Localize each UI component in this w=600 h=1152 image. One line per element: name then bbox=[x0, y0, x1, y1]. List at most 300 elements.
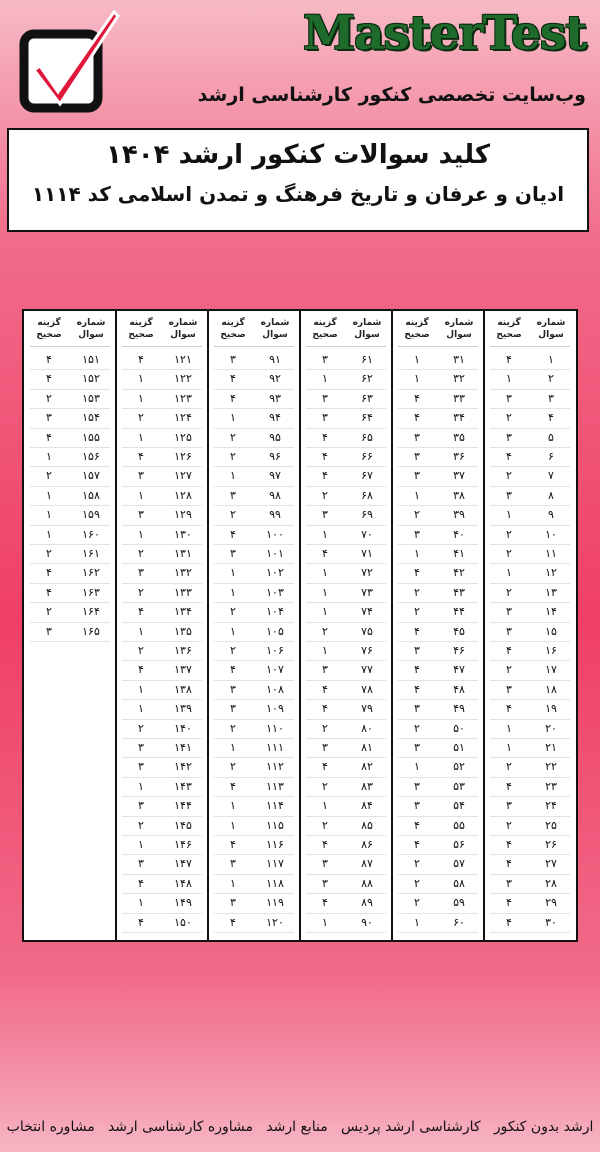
question-number: ۵۰ bbox=[453, 721, 465, 735]
correct-option: ۱ bbox=[506, 741, 512, 754]
correct-option: ۳ bbox=[230, 896, 236, 910]
header-question-number: شماره سوال bbox=[444, 318, 474, 340]
checkbox-check-icon bbox=[14, 4, 126, 116]
correct-option: ۳ bbox=[322, 411, 328, 425]
correct-option: ۳ bbox=[138, 799, 144, 813]
header-divider bbox=[30, 346, 110, 347]
question-number: ۴۹ bbox=[453, 702, 465, 716]
question-number: ۱۵ bbox=[545, 624, 557, 638]
question-number: ۱۳ bbox=[545, 585, 557, 599]
question-number: ۱۶۳ bbox=[82, 585, 100, 599]
question-number: ۸۸ bbox=[361, 876, 373, 890]
question-number: ۱۰۳ bbox=[266, 585, 284, 599]
correct-option: ۲ bbox=[506, 585, 512, 599]
footer-link[interactable]: مشاوره کارشناسی ارشد bbox=[107, 1119, 254, 1135]
row-divider bbox=[398, 932, 478, 933]
question-number: ۱۰۷ bbox=[266, 663, 284, 677]
correct-option: ۲ bbox=[46, 391, 52, 405]
question-number: ۱۱۸ bbox=[266, 876, 284, 890]
question-number: ۸۰ bbox=[361, 721, 373, 735]
correct-option: ۱ bbox=[506, 566, 512, 580]
correct-option: ۴ bbox=[322, 682, 328, 696]
correct-option: ۱ bbox=[322, 605, 328, 619]
question-number: ۱۲۰ bbox=[266, 915, 284, 929]
correct-option: ۱ bbox=[230, 585, 236, 599]
header-correct-option: گزینه صحیح bbox=[36, 318, 62, 340]
question-number: ۱۴۰ bbox=[174, 721, 192, 735]
footer-links bbox=[0, 1105, 600, 1149]
question-number: ۵۷ bbox=[453, 857, 465, 871]
question-number: ۸۴ bbox=[361, 799, 373, 813]
question-number: ۷ bbox=[548, 469, 554, 483]
question-number: ۱۳۹ bbox=[174, 702, 192, 716]
correct-option: ۴ bbox=[506, 450, 512, 463]
question-number: ۹۰ bbox=[361, 915, 373, 929]
question-number: ۱۷ bbox=[545, 663, 557, 677]
correct-option: ۳ bbox=[506, 391, 512, 405]
question-number: ۲۸ bbox=[545, 876, 557, 890]
correct-option: ۳ bbox=[230, 702, 236, 716]
question-number: ۶ bbox=[548, 450, 554, 463]
correct-option: ۳ bbox=[230, 682, 236, 696]
correct-option: ۲ bbox=[230, 430, 236, 444]
question-number: ۱۳۷ bbox=[174, 663, 192, 677]
correct-option: ۲ bbox=[230, 760, 236, 774]
correct-option: ۴ bbox=[414, 391, 420, 405]
question-number: ۶۹ bbox=[361, 508, 373, 522]
question-number: ۶۵ bbox=[361, 430, 373, 444]
question-number: ۱۲۳ bbox=[174, 391, 192, 405]
correct-option: ۱ bbox=[138, 624, 144, 638]
question-number: ۲۹ bbox=[545, 896, 557, 910]
header-question-number: شماره سوال bbox=[536, 318, 566, 340]
correct-option: ۱ bbox=[322, 644, 328, 657]
header-question-number: شماره سوال bbox=[352, 318, 382, 340]
correct-option: ۲ bbox=[46, 469, 52, 483]
correct-option: ۱ bbox=[230, 799, 236, 813]
header-divider bbox=[490, 346, 570, 347]
correct-option: ۳ bbox=[506, 876, 512, 890]
question-number: ۹۹ bbox=[269, 508, 281, 522]
question-number: ۷۸ bbox=[361, 682, 373, 696]
correct-option: ۲ bbox=[506, 663, 512, 677]
correct-option: ۳ bbox=[138, 508, 144, 522]
question-number: ۳۳ bbox=[453, 391, 465, 405]
question-number: ۱۸ bbox=[545, 682, 557, 696]
question-number: ۱۴۳ bbox=[174, 779, 192, 793]
question-number: ۳۸ bbox=[453, 488, 465, 502]
correct-option: ۳ bbox=[322, 876, 328, 890]
correct-option: ۳ bbox=[230, 547, 236, 560]
question-number: ۱۵۷ bbox=[82, 469, 100, 483]
answer-column bbox=[208, 311, 300, 940]
correct-option: ۱ bbox=[138, 430, 144, 444]
question-number: ۱۳۶ bbox=[174, 644, 192, 657]
correct-option: ۴ bbox=[230, 663, 236, 677]
question-number: ۹۸ bbox=[269, 488, 281, 502]
row-divider bbox=[490, 932, 570, 933]
correct-option: ۲ bbox=[322, 779, 328, 793]
answer-column bbox=[392, 311, 484, 940]
question-number: ۱۳۵ bbox=[174, 624, 192, 638]
question-number: ۱۳۳ bbox=[174, 585, 192, 599]
footer-link[interactable]: ارشد بدون کنکور bbox=[493, 1119, 594, 1135]
correct-option: ۲ bbox=[230, 605, 236, 619]
correct-option: ۴ bbox=[230, 915, 236, 929]
correct-option: ۳ bbox=[322, 391, 328, 405]
correct-option: ۳ bbox=[230, 857, 236, 871]
question-number: ۸۱ bbox=[361, 741, 373, 754]
question-number: ۸۷ bbox=[361, 857, 373, 871]
correct-option: ۲ bbox=[506, 818, 512, 832]
correct-option: ۳ bbox=[230, 488, 236, 502]
correct-option: ۱ bbox=[138, 372, 144, 386]
question-number: ۹۵ bbox=[269, 430, 281, 444]
question-number: ۱۱۲ bbox=[266, 760, 284, 774]
question-number: ۴۰ bbox=[453, 527, 465, 541]
correct-option: ۴ bbox=[414, 663, 420, 677]
question-number: ۴۱ bbox=[453, 547, 465, 560]
correct-option: ۱ bbox=[322, 566, 328, 580]
correct-option: ۳ bbox=[322, 663, 328, 677]
answer-column bbox=[484, 311, 576, 940]
correct-option: ۴ bbox=[230, 391, 236, 405]
footer-link[interactable]: کارشناسی ارشد پردیس bbox=[341, 1119, 481, 1135]
correct-option: ۲ bbox=[46, 547, 52, 560]
question-number: ۱۶۱ bbox=[82, 547, 100, 560]
row-divider bbox=[122, 932, 202, 933]
header-correct-option: گزینه صحیح bbox=[312, 318, 338, 340]
correct-option: ۲ bbox=[506, 411, 512, 425]
question-number: ۱۲۱ bbox=[174, 353, 192, 366]
question-number: ۲۰ bbox=[545, 721, 557, 735]
question-number: ۷۷ bbox=[361, 663, 373, 677]
header-correct-option: گزینه صحیح bbox=[128, 318, 154, 340]
correct-option: ۱ bbox=[230, 624, 236, 638]
question-number: ۱۵۰ bbox=[174, 915, 192, 929]
question-number: ۱۶۵ bbox=[82, 624, 100, 638]
correct-option: ۴ bbox=[322, 547, 328, 560]
question-number: ۷۰ bbox=[361, 527, 373, 541]
correct-option: ۲ bbox=[138, 585, 144, 599]
question-number: ۱۹ bbox=[545, 702, 557, 716]
correct-option: ۱ bbox=[138, 838, 144, 851]
question-number: ۷۵ bbox=[361, 624, 373, 638]
correct-option: ۴ bbox=[506, 353, 512, 366]
correct-option: ۱ bbox=[46, 527, 52, 541]
correct-option: ۲ bbox=[322, 721, 328, 735]
question-number: ۲۳ bbox=[545, 779, 557, 793]
question-number: ۱۰۵ bbox=[266, 624, 284, 638]
question-number: ۱۴۷ bbox=[174, 857, 192, 871]
correct-option: ۴ bbox=[230, 779, 236, 793]
correct-option: ۳ bbox=[414, 779, 420, 793]
correct-option: ۱ bbox=[46, 488, 52, 502]
correct-option: ۲ bbox=[506, 527, 512, 541]
question-number: ۶۲ bbox=[361, 372, 373, 386]
question-number: ۳۹ bbox=[453, 508, 465, 522]
question-number: ۷۲ bbox=[361, 566, 373, 580]
correct-option: ۴ bbox=[138, 915, 144, 929]
question-number: ۴۴ bbox=[453, 605, 465, 619]
correct-option: ۴ bbox=[138, 605, 144, 619]
question-number: ۱۱۷ bbox=[266, 857, 284, 871]
question-number: ۳۵ bbox=[453, 430, 465, 444]
question-number: ۱ bbox=[548, 353, 554, 366]
question-number: ۱۲۷ bbox=[174, 469, 192, 483]
question-number: ۱۴۲ bbox=[174, 760, 192, 774]
question-number: ۸۲ bbox=[361, 760, 373, 774]
correct-option: ۱ bbox=[138, 527, 144, 541]
question-number: ۳۷ bbox=[453, 469, 465, 483]
correct-option: ۲ bbox=[322, 624, 328, 638]
row-divider bbox=[30, 641, 110, 642]
question-number: ۵۸ bbox=[453, 876, 465, 890]
question-number: ۲ bbox=[548, 372, 554, 386]
header-divider bbox=[398, 346, 478, 347]
question-number: ۶۴ bbox=[361, 411, 373, 425]
question-number: ۵۳ bbox=[453, 779, 465, 793]
correct-option: ۳ bbox=[506, 430, 512, 444]
question-number: ۱۵۸ bbox=[82, 488, 100, 502]
question-number: ۹۷ bbox=[269, 469, 281, 483]
question-number: ۷۴ bbox=[361, 605, 373, 619]
question-number: ۹۴ bbox=[269, 411, 281, 425]
correct-option: ۴ bbox=[230, 527, 236, 541]
page-subtitle: ادیان و عرفان و تاریخ فرهنگ و تمدن اسلامی کد ۱۱۱۴ bbox=[31, 182, 565, 206]
question-number: ۱۴۹ bbox=[174, 896, 192, 910]
correct-option: ۴ bbox=[414, 818, 420, 832]
correct-option: ۴ bbox=[506, 702, 512, 716]
question-number: ۸ bbox=[548, 488, 554, 502]
question-number: ۵۴ bbox=[453, 799, 465, 813]
correct-option: ۲ bbox=[230, 508, 236, 522]
correct-option: ۳ bbox=[506, 488, 512, 502]
question-number: ۲۵ bbox=[545, 818, 557, 832]
question-number: ۱۲۲ bbox=[174, 372, 192, 386]
correct-option: ۴ bbox=[46, 566, 52, 580]
correct-option: ۱ bbox=[230, 411, 236, 425]
correct-option: ۴ bbox=[138, 876, 144, 890]
header-correct-option: گزینه صحیح bbox=[404, 318, 430, 340]
question-number: ۸۳ bbox=[361, 779, 373, 793]
correct-option: ۱ bbox=[414, 760, 420, 774]
correct-option: ۲ bbox=[230, 644, 236, 657]
header-question-number: شماره سوال bbox=[260, 318, 290, 340]
question-number: ۱۳۸ bbox=[174, 682, 192, 696]
correct-option: ۳ bbox=[414, 527, 420, 541]
question-number: ۱۶ bbox=[545, 644, 557, 657]
correct-option: ۱ bbox=[322, 527, 328, 541]
question-number: ۴۲ bbox=[453, 566, 465, 580]
correct-option: ۴ bbox=[414, 411, 420, 425]
question-number: ۱۳۰ bbox=[174, 527, 192, 541]
question-number: ۱۱ bbox=[545, 547, 557, 560]
header-correct-option: گزینه صحیح bbox=[496, 318, 522, 340]
question-number: ۱۵۵ bbox=[82, 430, 100, 444]
question-number: ۹۲ bbox=[269, 372, 281, 386]
correct-option: ۱ bbox=[138, 488, 144, 502]
correct-option: ۳ bbox=[414, 430, 420, 444]
question-number: ۵ bbox=[548, 430, 554, 444]
question-number: ۸۹ bbox=[361, 896, 373, 910]
correct-option: ۱ bbox=[414, 547, 420, 560]
title-box bbox=[7, 128, 589, 232]
question-number: ۶۸ bbox=[361, 488, 373, 502]
question-number: ۲۲ bbox=[545, 760, 557, 774]
correct-option: ۲ bbox=[414, 585, 420, 599]
question-number: ۱۴۶ bbox=[174, 838, 192, 851]
correct-option: ۲ bbox=[230, 450, 236, 463]
correct-option: ۳ bbox=[322, 353, 328, 366]
correct-option: ۳ bbox=[414, 644, 420, 657]
question-number: ۵۶ bbox=[453, 838, 465, 851]
question-number: ۱۴۱ bbox=[174, 741, 192, 754]
correct-option: ۱ bbox=[138, 391, 144, 405]
correct-option: ۱ bbox=[506, 372, 512, 386]
question-number: ۷۳ bbox=[361, 585, 373, 599]
correct-option: ۴ bbox=[230, 838, 236, 851]
question-number: ۵۹ bbox=[453, 896, 465, 910]
question-number: ۱۴ bbox=[545, 605, 557, 619]
question-number: ۱۲۸ bbox=[174, 488, 192, 502]
header-correct-option: گزینه صحیح bbox=[220, 318, 246, 340]
correct-option: ۱ bbox=[506, 721, 512, 735]
correct-option: ۴ bbox=[138, 353, 144, 366]
question-number: ۱۰۰ bbox=[266, 527, 284, 541]
correct-option: ۳ bbox=[414, 469, 420, 483]
question-number: ۱۶۲ bbox=[82, 566, 100, 580]
correct-option: ۴ bbox=[414, 838, 420, 851]
question-number: ۶۳ bbox=[361, 391, 373, 405]
correct-option: ۴ bbox=[506, 644, 512, 657]
correct-option: ۴ bbox=[414, 624, 420, 638]
question-number: ۹۶ bbox=[269, 450, 281, 463]
tagline: وب‌سایت تخصصی کنکور کارشناسی ارشد bbox=[197, 84, 586, 106]
question-number: ۳۲ bbox=[453, 372, 465, 386]
correct-option: ۲ bbox=[46, 605, 52, 619]
correct-option: ۲ bbox=[414, 605, 420, 619]
correct-option: ۱ bbox=[322, 915, 328, 929]
question-number: ۱۴۴ bbox=[174, 799, 192, 813]
question-number: ۱۰۸ bbox=[266, 682, 284, 696]
correct-option: ۴ bbox=[506, 896, 512, 910]
correct-option: ۱ bbox=[230, 818, 236, 832]
correct-option: ۳ bbox=[138, 857, 144, 871]
question-number: ۱۱۴ bbox=[266, 799, 284, 813]
correct-option: ۲ bbox=[506, 547, 512, 560]
question-number: ۶۱ bbox=[361, 353, 373, 366]
correct-option: ۳ bbox=[414, 799, 420, 813]
correct-option: ۳ bbox=[506, 605, 512, 619]
correct-option: ۴ bbox=[46, 372, 52, 386]
correct-option: ۲ bbox=[138, 411, 144, 425]
question-number: ۱۱۹ bbox=[266, 896, 284, 910]
question-number: ۱۲ bbox=[545, 566, 557, 580]
correct-option: ۳ bbox=[138, 760, 144, 774]
question-number: ۶۰ bbox=[453, 915, 465, 929]
question-number: ۱۰۲ bbox=[266, 566, 284, 580]
question-number: ۷۱ bbox=[361, 547, 373, 560]
correct-option: ۱ bbox=[46, 508, 52, 522]
question-number: ۹۱ bbox=[269, 353, 281, 366]
question-number: ۴۸ bbox=[453, 682, 465, 696]
question-number: ۳۴ bbox=[453, 411, 465, 425]
question-number: ۵۲ bbox=[453, 760, 465, 774]
correct-option: ۲ bbox=[414, 508, 420, 522]
correct-option: ۱ bbox=[138, 682, 144, 696]
question-number: ۲۱ bbox=[545, 741, 557, 754]
correct-option: ۴ bbox=[322, 702, 328, 716]
question-number: ۴۳ bbox=[453, 585, 465, 599]
question-number: ۱۵۱ bbox=[82, 353, 100, 366]
question-number: ۳۶ bbox=[453, 450, 465, 463]
correct-option: ۲ bbox=[138, 644, 144, 657]
question-number: ۱۱۳ bbox=[266, 779, 284, 793]
correct-option: ۲ bbox=[414, 721, 420, 735]
question-number: ۱۳۴ bbox=[174, 605, 192, 619]
correct-option: ۲ bbox=[322, 818, 328, 832]
correct-option: ۴ bbox=[138, 450, 144, 463]
correct-option: ۳ bbox=[414, 702, 420, 716]
question-number: ۵۱ bbox=[453, 741, 465, 754]
question-number: ۱۰۴ bbox=[266, 605, 284, 619]
question-number: ۱۲۶ bbox=[174, 450, 192, 463]
correct-option: ۳ bbox=[506, 624, 512, 638]
question-number: ۴۶ bbox=[453, 644, 465, 657]
question-number: ۴۵ bbox=[453, 624, 465, 638]
correct-option: ۲ bbox=[138, 721, 144, 735]
question-number: ۴۷ bbox=[453, 663, 465, 677]
logo bbox=[14, 4, 126, 116]
correct-option: ۴ bbox=[414, 566, 420, 580]
answer-key-table bbox=[22, 309, 578, 942]
question-number: ۱۵۲ bbox=[82, 372, 100, 386]
correct-option: ۴ bbox=[230, 372, 236, 386]
question-number: ۱۶۰ bbox=[82, 527, 100, 541]
correct-option: ۱ bbox=[138, 702, 144, 716]
header-divider bbox=[214, 346, 294, 347]
correct-option: ۴ bbox=[46, 430, 52, 444]
question-number: ۳۰ bbox=[545, 915, 557, 929]
correct-option: ۱ bbox=[414, 353, 420, 366]
question-number: ۱۰۶ bbox=[266, 644, 284, 657]
correct-option: ۴ bbox=[46, 353, 52, 366]
correct-option: ۳ bbox=[322, 857, 328, 871]
correct-option: ۴ bbox=[322, 450, 328, 463]
correct-option: ۴ bbox=[506, 779, 512, 793]
correct-option: ۲ bbox=[414, 876, 420, 890]
correct-option: ۱ bbox=[138, 896, 144, 910]
question-number: ۱۳۲ bbox=[174, 566, 192, 580]
question-number: ۵۵ bbox=[453, 818, 465, 832]
question-number: ۱۵۴ bbox=[82, 411, 100, 425]
header-divider bbox=[306, 346, 386, 347]
footer-link[interactable]: مشاوره انتخاب bbox=[6, 1119, 95, 1135]
question-number: ۸۶ bbox=[361, 838, 373, 851]
correct-option: ۴ bbox=[322, 469, 328, 483]
correct-option: ۳ bbox=[46, 624, 52, 638]
correct-option: ۳ bbox=[506, 799, 512, 813]
question-number: ۱۳۱ bbox=[174, 547, 192, 560]
question-number: ۱۲۴ bbox=[174, 411, 192, 425]
correct-option: ۱ bbox=[414, 915, 420, 929]
brand-name: MasterTest bbox=[303, 6, 586, 61]
footer-link[interactable]: منابع ارشد bbox=[266, 1119, 328, 1135]
correct-option: ۱ bbox=[46, 450, 52, 463]
correct-option: ۱ bbox=[506, 508, 512, 522]
question-number: ۱۵۶ bbox=[82, 450, 100, 463]
